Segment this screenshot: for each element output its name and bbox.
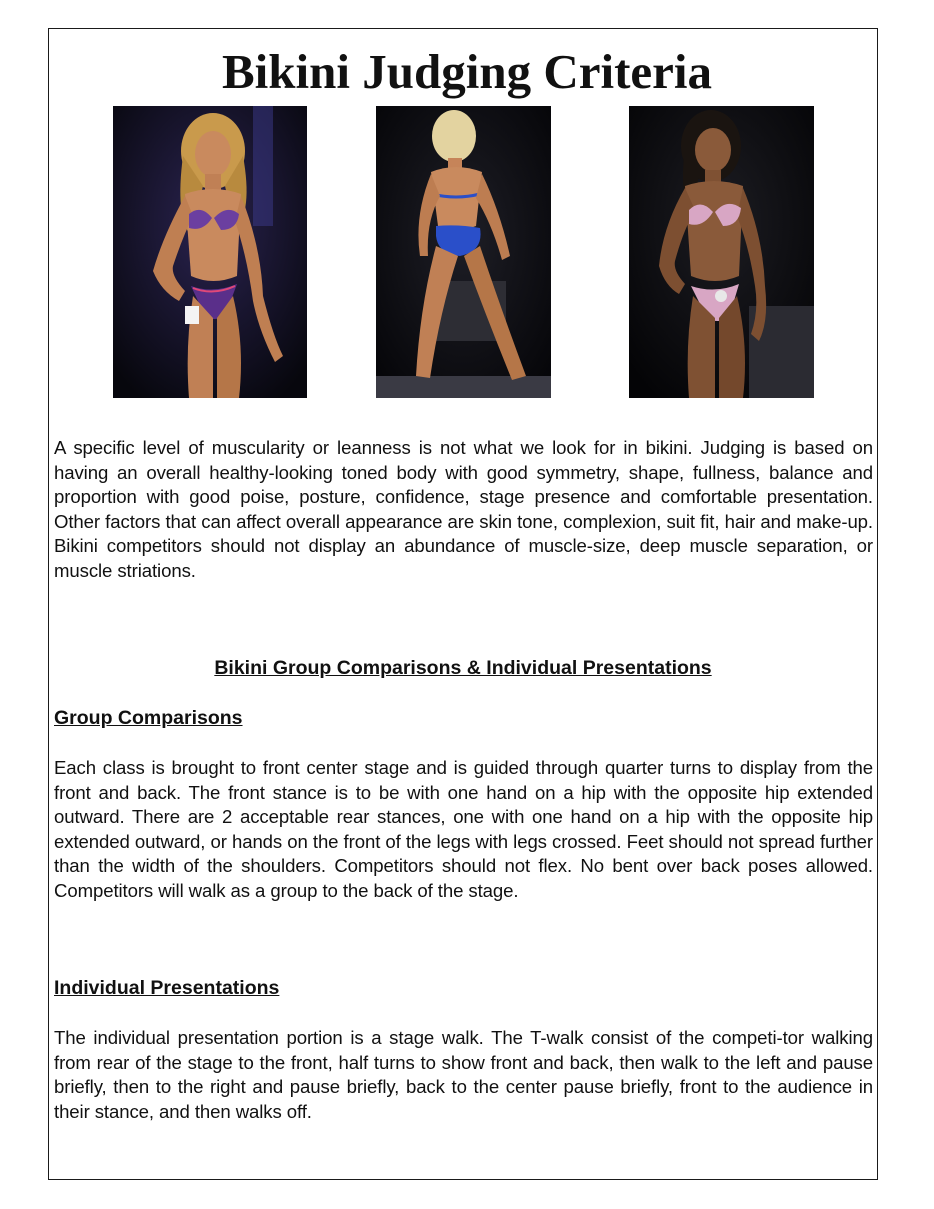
photo-illustration: [629, 106, 814, 398]
photo-illustration: [376, 106, 551, 398]
competitor-photo-front-pink: [629, 106, 814, 398]
competitor-photo-front-purple: [113, 106, 307, 398]
individual-presentations-heading: Individual Presentations: [54, 977, 280, 999]
individual-presentations-paragraph: The individual presentation portion is a stage walk. The T-walk consist of the competi-tor walking from rear of the stage to the front, half turns to show front and back, then walk to the left and pause briefly, then to the right and pause briefly, back to the center pause briefly, front to the audience in their stance, and then walks off.: [54, 1027, 873, 1122]
section-heading: Bikini Group Comparisons & Individual Presentations: [214, 657, 712, 679]
photo-illustration: [113, 106, 307, 398]
competitor-photo-rear-blue: [376, 106, 551, 398]
group-comparisons-paragraph: Each class is brought to front center stage and is guided through quarter turns to display from the front and back. The front stance is to be with one hand on a hip with the opposite hip extended outward. There are 2 acceptable rear stances, one with one hand on a hip with the opposite hip extended outward, or hands on the front of the legs with legs crossed. Feet should not spread further than the width of the shoulders. Competitors should not flex. No bent over back poses allowed. Competitors will walk as a group to the back of the stage.: [54, 757, 873, 901]
page-title: Bikini Judging Criteria: [221, 44, 713, 99]
intro-paragraph: A specific level of muscularity or leanness is not what we look for in bikini. Judging is based on having an overall healthy-looking toned body with good symmetry, shape, fullness, balance and proportion with good poise, posture, confidence, stage presence and comfortable presentation. Other factors that can affect overall appearance are skin tone, complexion, suit fit, hair and make-up. Bikini competitors should not display an abundance of muscle-size, deep muscle separation, or muscle striations.: [54, 437, 873, 581]
group-comparisons-heading: Group Comparisons: [54, 707, 243, 729]
